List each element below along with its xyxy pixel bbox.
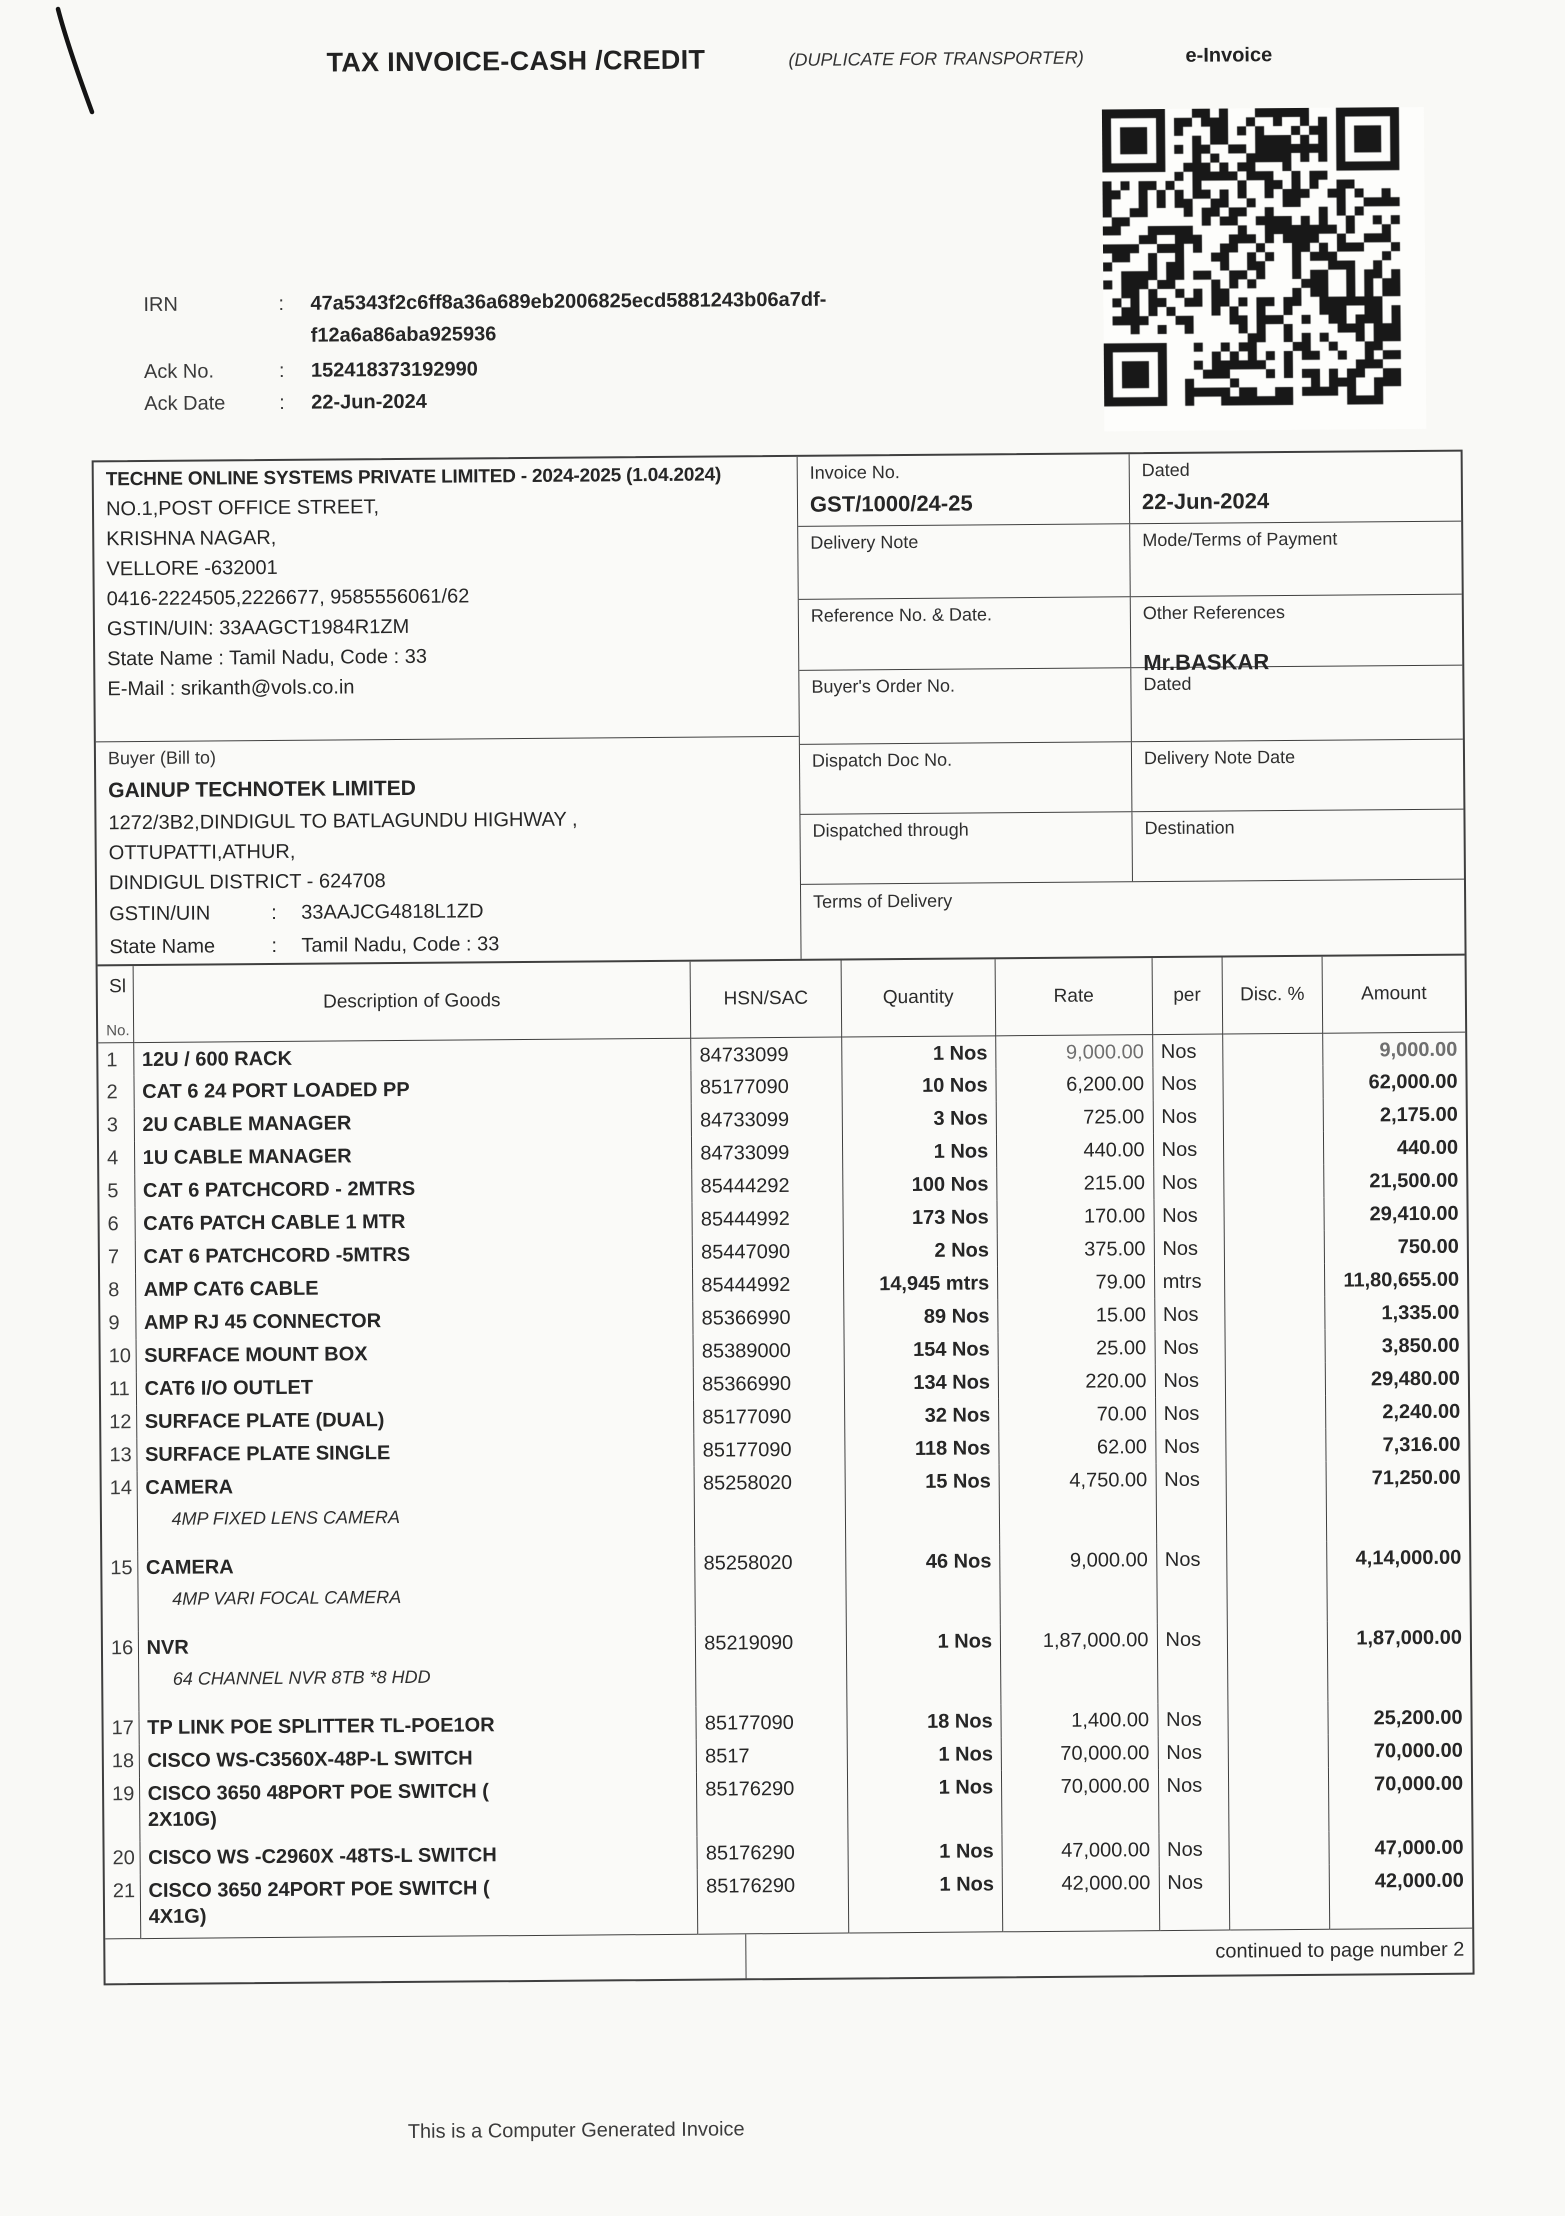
item-rate: 1,400.00 (1001, 1703, 1158, 1737)
item-discount (1225, 1396, 1326, 1430)
item-sl-no: 6 (99, 1207, 134, 1240)
item-sub-description: 4MP VARI FOCAL CAMERA (172, 1587, 402, 1609)
item-sl-no: 20 (104, 1841, 139, 1874)
dispatched-through-cell (800, 812, 1132, 884)
item-amount: 1,87,000.00 (1356, 1626, 1463, 1650)
item-description (137, 1467, 695, 1551)
field-label: Delivery Note (810, 531, 919, 553)
item-per: Nos (1158, 1833, 1228, 1867)
item-amount: 29,410.00 (1369, 1202, 1459, 1226)
item-quantity: 1 Nos (847, 1770, 1002, 1835)
item-amount: 750.00 (1397, 1235, 1459, 1259)
item-sl-no: 16 (103, 1631, 139, 1711)
delivery-note-date-cell (1131, 740, 1464, 812)
item-amount: 21,500.00 (1369, 1169, 1459, 1193)
item-quantity: 14,945 mtrs (843, 1266, 998, 1300)
item-row (104, 1767, 1471, 1842)
terms-of-delivery-cell (801, 880, 1465, 959)
item-description-line: CAT 6 PATCHCORD - 2MTRS (142, 1177, 416, 1203)
item-per: Nos (1154, 1232, 1224, 1266)
dated-cell (1129, 452, 1462, 524)
item-description-line: 1U CABLE MANAGER (142, 1145, 352, 1170)
irn-block (143, 282, 1094, 420)
item-per: Nos (1153, 1133, 1223, 1167)
item-rate: 70.00 (999, 1397, 1156, 1431)
item-sub-description: 64 CHANNEL NVR 8TB *8 HDD (172, 1666, 431, 1689)
irn-value: 47a5343f2c6ff8a36a689eb2006825ecd5881243b06a7df- (310, 288, 827, 315)
item-amount: 62,000.00 (1368, 1070, 1458, 1094)
item-sl-no: 12 (101, 1405, 136, 1438)
item-amount: 29,480.00 (1370, 1367, 1460, 1391)
item-rate: 15.00 (998, 1298, 1155, 1332)
item-per: Nos (1158, 1769, 1229, 1834)
item-discount (1225, 1330, 1326, 1364)
item-per: Nos (1153, 1100, 1223, 1134)
item-hsn-sac: 85447090 (692, 1235, 843, 1269)
item-hsn-sac: 85389000 (693, 1334, 844, 1368)
item-hsn-sac: 85177090 (691, 1070, 842, 1104)
item-description (136, 1335, 694, 1372)
item-description (140, 1870, 698, 1938)
other-references-value: Mr.BASKAR (1143, 649, 1270, 676)
dispatch-doc-cell (800, 742, 1132, 814)
item-sl-no: 4 (99, 1141, 134, 1174)
item-discount (1223, 1066, 1324, 1100)
buyer-address-line: 1272/3B2,DINDIGUL TO BATLAGUNDU HIGHWAY , (108, 808, 578, 835)
irn-label: IRN (143, 293, 178, 317)
ack-date-value: 22-Jun-2024 (311, 390, 427, 414)
item-description-line: 12U / 600 RACK (141, 1047, 293, 1071)
irn-value-continued: f12a6a86aba925936 (310, 323, 497, 347)
item-quantity: 46 Nos (845, 1544, 1000, 1625)
item-hsn-sac: 85444992 (693, 1268, 844, 1302)
item-per: Nos (1152, 1034, 1222, 1068)
item-description (135, 1302, 693, 1339)
item-sub-description: 4MP FIXED LENS CAMERA (171, 1507, 401, 1529)
item-rate: 70,000.00 (1001, 1736, 1158, 1770)
item-description-line: TP LINK POE SPLITTER TL-POE1OR (147, 1714, 495, 1740)
item-description-line: CAT 6 24 PORT LOADED PP (142, 1078, 410, 1104)
item-amount: 3,850.00 (1381, 1334, 1460, 1358)
item-description (134, 1071, 692, 1108)
item-description-line: 2X10G) (147, 1808, 217, 1832)
item-sl-no: 5 (99, 1174, 134, 1207)
ack-date-label: Ack Date (144, 392, 226, 415)
item-amount: 1,335.00 (1381, 1301, 1460, 1325)
other-references-cell (1130, 595, 1463, 676)
item-per: Nos (1154, 1199, 1224, 1233)
item-hsn-sac: 85258020 (695, 1546, 846, 1627)
item-discount (1225, 1363, 1326, 1397)
item-quantity: 1 Nos (841, 1035, 996, 1069)
duplicate-for-transporter-label: (DUPLICATE FOR TRANSPORTER) (788, 47, 1084, 70)
invoice-no-value: GST/1000/24-25 (809, 490, 973, 517)
field-label: Invoice No. (809, 462, 900, 483)
item-hsn-sac: 85176290 (697, 1836, 848, 1870)
item-discount (1224, 1297, 1325, 1331)
item-rate: 9,000.00 (1000, 1543, 1157, 1624)
item-per: Nos (1154, 1298, 1224, 1332)
item-quantity: 154 Nos (844, 1332, 999, 1366)
item-description (135, 1236, 693, 1273)
item-row (105, 1864, 1472, 1939)
item-rate: 375.00 (997, 1232, 1154, 1266)
item-hsn-sac: 85177090 (694, 1433, 845, 1467)
item-description-line: CAMERA (145, 1556, 234, 1580)
item-discount (1227, 1622, 1328, 1703)
field-label: Dispatch Doc No. (811, 749, 953, 771)
item-discount (1223, 1099, 1324, 1133)
item-discount (1224, 1264, 1325, 1298)
item-hsn-sac: 85177090 (694, 1400, 845, 1434)
item-sl-no: 7 (100, 1240, 135, 1273)
invoice-date-value: 22-Jun-2024 (1141, 488, 1270, 515)
item-discount (1226, 1542, 1327, 1623)
buyer-state-value: Tamil Nadu, Code : 33 (301, 933, 500, 957)
item-per: Nos (1153, 1166, 1223, 1200)
computer-generated-note: This is a Computer Generated Invoice (407, 2118, 745, 2143)
item-description-line: CISCO WS-C3560X-48P-L SWITCH (147, 1747, 473, 1773)
item-amount: 4,14,000.00 (1355, 1546, 1462, 1570)
field-label: Other References (1142, 602, 1286, 624)
field-value (1144, 701, 1451, 703)
item-per: mtrs (1154, 1265, 1224, 1299)
seller-state-line: State Name : Tamil Nadu, Code : 33 (107, 645, 428, 671)
item-quantity: 2 Nos (843, 1233, 998, 1267)
item-per: Nos (1155, 1397, 1225, 1431)
item-sl-no: 21 (105, 1874, 141, 1938)
delivery-note-cell (798, 524, 1130, 599)
item-quantity: 1 Nos (847, 1737, 1002, 1771)
item-discount (1224, 1231, 1325, 1265)
field-label: Dispatched through (812, 819, 969, 841)
item-quantity: 1 Nos (848, 1834, 1003, 1868)
field-label: Dated (1143, 673, 1192, 695)
colon: : (271, 934, 278, 958)
seller-address-line: NO.1,POST OFFICE STREET, (105, 496, 380, 521)
item-quantity: 1 Nos (846, 1624, 1001, 1705)
item-rate: 170.00 (997, 1199, 1154, 1233)
item-hsn-sac: 85177090 (696, 1706, 847, 1740)
field-label: Delivery Note Date (1143, 746, 1296, 769)
item-amount: 2,175.00 (1379, 1103, 1458, 1127)
item-sl-no: 17 (103, 1711, 138, 1744)
item-discount (1229, 1865, 1330, 1930)
item-amount: 70,000.00 (1373, 1739, 1463, 1763)
item-rate: 79.00 (998, 1265, 1155, 1299)
item-hsn-sac: 84733099 (691, 1037, 842, 1071)
buyer-heading: Buyer (Bill to) (107, 747, 217, 769)
field-value (1144, 775, 1451, 777)
destination-cell (1131, 810, 1464, 882)
item-row (103, 1621, 1471, 1712)
field-value (1145, 845, 1452, 847)
item-description (139, 1740, 697, 1777)
item-discount (1228, 1735, 1329, 1769)
item-hsn-sac: 85258020 (694, 1466, 845, 1547)
item-amount: 2,240.00 (1382, 1400, 1461, 1424)
item-quantity: 3 Nos (842, 1101, 997, 1135)
item-description (140, 1837, 698, 1874)
item-quantity: 1 Nos (848, 1867, 1003, 1932)
item-discount (1226, 1462, 1327, 1543)
field-label: Buyer's Order No. (811, 675, 955, 697)
buyer-name: GAINUP TECHNOTEK LIMITED (108, 776, 416, 803)
item-per: Nos (1157, 1703, 1227, 1737)
item-quantity: 118 Nos (844, 1431, 999, 1465)
item-sl-no: 3 (99, 1108, 134, 1141)
item-description (136, 1434, 694, 1471)
item-description-line: AMP CAT6 CABLE (143, 1277, 319, 1302)
item-description-line: SURFACE MOUNT BOX (144, 1343, 368, 1368)
item-sl-no: 14 (102, 1471, 138, 1551)
ack-no-value: 152418373192990 (310, 358, 478, 382)
buyer-address-line: OTTUPATTI,ATHUR, (108, 840, 296, 865)
item-per: Nos (1155, 1430, 1225, 1464)
item-description-line: NVR (146, 1636, 189, 1660)
item-sl-no: 10 (101, 1339, 136, 1372)
item-per: Nos (1156, 1543, 1227, 1624)
field-label: Destination (1144, 817, 1235, 839)
item-sl-no: 18 (104, 1744, 139, 1777)
colon: : (278, 292, 285, 315)
item-hsn-sac: 84733099 (691, 1103, 842, 1137)
ack-no-label: Ack No. (143, 360, 215, 383)
e-invoice-label: e-Invoice (1185, 44, 1273, 67)
item-discount (1229, 1832, 1330, 1866)
buyers-order-dated-cell (1130, 666, 1463, 742)
item-description-line: 4X1G) (148, 1905, 207, 1929)
item-hsn-sac: 85444992 (692, 1202, 843, 1236)
item-quantity: 18 Nos (847, 1704, 1002, 1738)
item-quantity: 32 Nos (844, 1398, 999, 1432)
item-amount: 25,200.00 (1373, 1706, 1463, 1730)
item-discount (1226, 1429, 1327, 1463)
item-hsn-sac: 85366990 (693, 1367, 844, 1401)
seller-block (94, 457, 799, 743)
header-sl-no: Sl No. (98, 966, 134, 1042)
item-quantity: 100 Nos (842, 1167, 997, 1201)
seller-name: TECHNE ONLINE SYSTEMS PRIVATE LIMITED - 2024-2025 (1.04.2024) (105, 464, 722, 491)
buyer-gstin-label: GSTIN/UIN (109, 902, 211, 926)
item-hsn-sac: 85176290 (697, 1772, 848, 1837)
item-description (136, 1368, 694, 1405)
field-value (812, 777, 1119, 779)
item-hsn-sac: 85444292 (692, 1169, 843, 1203)
item-description (139, 1773, 697, 1841)
item-description (134, 1137, 692, 1174)
item-quantity: 10 Nos (842, 1068, 997, 1102)
continued-row (105, 1928, 1472, 1983)
item-per: Nos (1157, 1623, 1228, 1704)
field-value (1142, 557, 1449, 559)
item-sl-no: 1 (98, 1042, 133, 1075)
item-hsn-sac: 8517 (696, 1739, 847, 1773)
item-per: Nos (1159, 1866, 1230, 1931)
item-rate: 1,87,000.00 (1000, 1623, 1157, 1704)
item-rate: 6,200.00 (996, 1067, 1153, 1101)
seller-address-line: KRISHNA NAGAR, (106, 526, 277, 551)
item-description-line: CAT6 PATCH CABLE 1 MTR (143, 1210, 406, 1236)
field-value (810, 559, 1117, 561)
item-rate: 70,000.00 (1002, 1769, 1159, 1834)
item-amount: 440.00 (1396, 1136, 1459, 1160)
item-quantity: 134 Nos (844, 1365, 999, 1399)
item-row (102, 1541, 1470, 1632)
field-value (811, 632, 1118, 634)
item-description-line: CAT 6 PATCHCORD -5MTRS (143, 1243, 411, 1269)
item-row (102, 1461, 1470, 1552)
continued-note: continued to page number 2 (745, 1928, 1472, 1978)
item-per: Nos (1155, 1364, 1225, 1398)
item-description-line: CISCO 3650 24PORT POE SWITCH ( (148, 1877, 490, 1903)
seller-address-line: 0416-2224505,2226677, 9585556061/62 (106, 585, 470, 611)
item-sl-no: 11 (101, 1372, 136, 1405)
item-description-line: SURFACE PLATE (DUAL) (144, 1409, 385, 1434)
item-rate: 9,000.00 (996, 1034, 1153, 1068)
buyer-address-line: DINDIGUL DISTRICT - 624708 (108, 870, 386, 895)
item-description-line: CISCO WS -C2960X -48TS-L SWITCH (148, 1844, 497, 1870)
item-per: Nos (1152, 1067, 1222, 1101)
item-quantity: 1 Nos (842, 1134, 997, 1168)
item-quantity: 15 Nos (845, 1464, 1000, 1545)
item-description-line: CAMERA (145, 1476, 234, 1500)
header-per: per (1152, 958, 1223, 1035)
item-description (133, 1038, 691, 1075)
item-sl-no: 19 (104, 1777, 140, 1841)
item-discount (1228, 1702, 1329, 1736)
item-discount (1222, 1033, 1323, 1067)
buyer-gstin-value: 33AAJCG4818L1ZD (301, 900, 484, 924)
item-rate: 220.00 (998, 1364, 1155, 1398)
header-quantity: Quantity (841, 959, 996, 1036)
item-rate: 215.00 (997, 1166, 1154, 1200)
seller-email-line: E-Mail : srikanth@vols.co.in (107, 676, 355, 701)
item-rate: 42,000.00 (1002, 1866, 1159, 1931)
item-amount: 9,000.00 (1379, 1038, 1458, 1061)
item-rate: 47,000.00 (1002, 1833, 1159, 1867)
item-amount: 71,250.00 (1371, 1466, 1461, 1490)
header-rate: Rate (995, 958, 1152, 1035)
item-discount (1223, 1165, 1324, 1199)
invoice-no-cell (798, 454, 1130, 526)
field-label: Mode/Terms of Payment (1142, 528, 1338, 551)
item-description (135, 1269, 693, 1306)
field-value (812, 703, 1119, 705)
payment-terms-cell (1129, 522, 1462, 597)
item-description (139, 1707, 697, 1744)
header-amount: Amount (1322, 956, 1465, 1033)
document-title: TAX INVOICE-CASH /CREDIT (326, 44, 706, 78)
header-disc: Disc. % (1222, 957, 1323, 1034)
field-value (813, 847, 1120, 849)
item-amount: 11,80,655.00 (1343, 1268, 1460, 1292)
item-quantity: 89 Nos (843, 1299, 998, 1333)
item-discount (1223, 1132, 1324, 1166)
reference-cell (799, 597, 1131, 670)
item-rate: 4,750.00 (999, 1463, 1156, 1544)
items-body (98, 1032, 1472, 1939)
invoice-main-box (92, 450, 1475, 1985)
item-sl-no: 2 (98, 1075, 133, 1108)
item-sl-no: 15 (102, 1551, 138, 1631)
item-description (134, 1104, 692, 1141)
item-per: Nos (1156, 1463, 1227, 1544)
item-amount: 70,000.00 (1374, 1772, 1464, 1796)
item-hsn-sac: 85176290 (697, 1869, 848, 1934)
item-rate: 62.00 (999, 1430, 1156, 1464)
item-rate: 440.00 (997, 1133, 1154, 1167)
item-description-line: CISCO 3650 48PORT POE SWITCH ( (147, 1780, 489, 1806)
seller-gstin-line: GSTIN/UIN: 33AAGCT1984R1ZM (106, 615, 410, 641)
header-hsn-sac: HSN/SAC (690, 961, 841, 1038)
item-hsn-sac: 85219090 (696, 1626, 847, 1707)
item-quantity: 173 Nos (843, 1200, 998, 1234)
item-description-line: SURFACE PLATE SINGLE (144, 1442, 391, 1467)
item-description (136, 1401, 694, 1438)
item-description-line: AMP RJ 45 CONNECTOR (143, 1310, 382, 1335)
item-description (134, 1170, 692, 1207)
item-discount (1224, 1198, 1325, 1232)
invoice-details-grid (798, 452, 1465, 959)
item-amount: 7,316.00 (1382, 1433, 1461, 1457)
field-label: Dated (1141, 459, 1190, 481)
item-rate: 725.00 (996, 1100, 1153, 1134)
item-sl-no: 13 (101, 1438, 136, 1471)
item-amount: 42,000.00 (1374, 1869, 1464, 1893)
item-description (135, 1203, 693, 1240)
field-label: Reference No. & Date. (810, 604, 993, 626)
items-table (98, 956, 1473, 1939)
buyers-order-cell (799, 668, 1131, 744)
item-description (138, 1627, 696, 1711)
item-discount (1228, 1768, 1329, 1833)
item-description (137, 1547, 695, 1631)
item-description-line: CAT6 I/O OUTLET (144, 1376, 314, 1401)
colon: : (278, 359, 285, 382)
seller-address-line: VELLORE -632001 (106, 556, 278, 581)
item-hsn-sac: 84733099 (692, 1136, 843, 1170)
item-hsn-sac: 85366990 (693, 1301, 844, 1335)
terms-of-delivery-label: Terms of Delivery (813, 890, 953, 912)
e-invoice-qr-code (1102, 107, 1427, 432)
header-description: Description of Goods (133, 962, 691, 1042)
item-rate: 25.00 (998, 1331, 1155, 1365)
item-amount: 47,000.00 (1374, 1836, 1464, 1860)
colon: : (271, 901, 277, 925)
item-sl-no: 9 (100, 1306, 135, 1339)
colon: : (279, 391, 285, 414)
item-description-line: 2U CABLE MANAGER (142, 1112, 352, 1137)
item-per: Nos (1155, 1331, 1225, 1365)
buyer-state-label: State Name (109, 935, 216, 959)
item-per: Nos (1158, 1736, 1228, 1770)
item-sl-no: 8 (100, 1273, 135, 1306)
buyer-block (96, 737, 801, 965)
items-header-row (98, 956, 1466, 1043)
